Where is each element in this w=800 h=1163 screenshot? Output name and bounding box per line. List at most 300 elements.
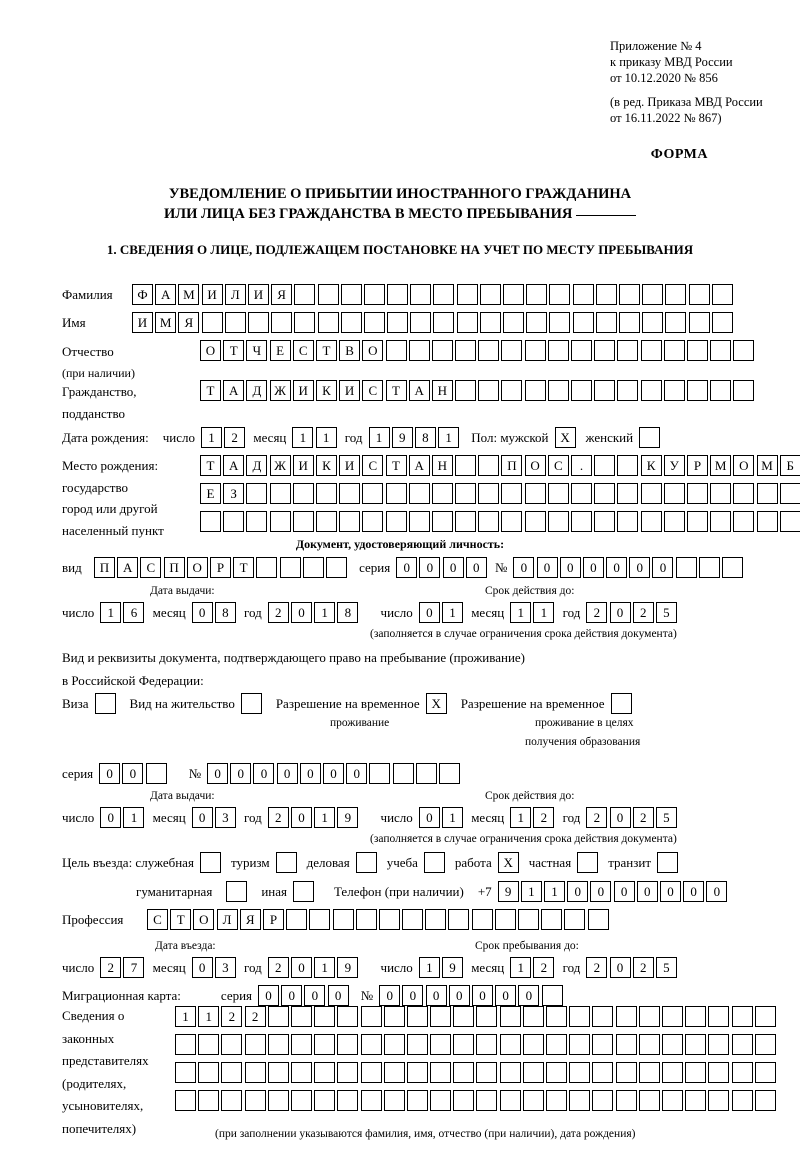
permit-valid-year-input[interactable] xyxy=(586,807,679,828)
char-cell[interactable]: 0 xyxy=(346,763,367,784)
citizenship-input[interactable] xyxy=(200,380,757,401)
char-cell[interactable] xyxy=(407,1062,428,1083)
identity-issue-day-input[interactable] xyxy=(100,602,146,623)
char-cell[interactable] xyxy=(523,1034,544,1055)
char-cell[interactable] xyxy=(549,284,570,305)
char-cell[interactable] xyxy=(480,312,501,333)
char-cell[interactable]: 2 xyxy=(100,957,121,978)
char-cell[interactable] xyxy=(410,284,431,305)
char-cell[interactable]: 0 xyxy=(192,602,213,623)
char-cell[interactable]: И xyxy=(339,380,360,401)
identity-issue-year-input[interactable] xyxy=(268,602,361,623)
patronymic-input[interactable] xyxy=(200,340,757,361)
char-cell[interactable] xyxy=(407,1006,428,1027)
char-cell[interactable]: З xyxy=(223,483,244,504)
char-cell[interactable]: 1 xyxy=(442,807,463,828)
char-cell[interactable]: Т xyxy=(200,455,221,476)
char-cell[interactable] xyxy=(472,909,493,930)
identity-number-input[interactable] xyxy=(513,557,745,578)
residence-permit-checkbox[interactable] xyxy=(241,693,262,714)
char-cell[interactable] xyxy=(337,1090,358,1111)
char-cell[interactable] xyxy=(337,1034,358,1055)
char-cell[interactable]: Д xyxy=(246,380,267,401)
char-cell[interactable]: 1 xyxy=(510,602,531,623)
char-cell[interactable] xyxy=(314,1090,335,1111)
char-cell[interactable] xyxy=(664,380,685,401)
char-cell[interactable]: Ф xyxy=(132,284,153,305)
char-cell[interactable] xyxy=(316,483,337,504)
char-cell[interactable] xyxy=(594,483,615,504)
char-cell[interactable] xyxy=(268,1062,289,1083)
char-cell[interactable]: Т xyxy=(223,340,244,361)
char-cell[interactable] xyxy=(689,312,710,333)
char-cell[interactable]: 2 xyxy=(586,957,607,978)
char-cell[interactable] xyxy=(755,1062,776,1083)
char-cell[interactable] xyxy=(453,1090,474,1111)
char-cell[interactable]: А xyxy=(155,284,176,305)
char-cell[interactable]: Я xyxy=(271,284,292,305)
char-cell[interactable]: О xyxy=(187,557,208,578)
char-cell[interactable] xyxy=(619,284,640,305)
char-cell[interactable] xyxy=(616,1090,637,1111)
char-cell[interactable] xyxy=(525,380,546,401)
char-cell[interactable]: С xyxy=(548,455,569,476)
char-cell[interactable] xyxy=(710,511,731,532)
char-cell[interactable] xyxy=(594,511,615,532)
char-cell[interactable] xyxy=(362,511,383,532)
char-cell[interactable]: 8 xyxy=(215,602,236,623)
char-cell[interactable] xyxy=(617,511,638,532)
entry-year-input[interactable] xyxy=(268,957,361,978)
char-cell[interactable] xyxy=(642,284,663,305)
identity-series-input[interactable] xyxy=(396,557,489,578)
char-cell[interactable] xyxy=(286,909,307,930)
birth-day-input[interactable] xyxy=(201,427,247,448)
char-cell[interactable] xyxy=(685,1034,706,1055)
char-cell[interactable] xyxy=(733,340,754,361)
char-cell[interactable]: 0 xyxy=(291,807,312,828)
purpose-transit-checkbox[interactable] xyxy=(657,852,678,873)
char-cell[interactable]: 0 xyxy=(281,985,302,1006)
char-cell[interactable]: 3 xyxy=(215,807,236,828)
char-cell[interactable] xyxy=(619,312,640,333)
char-cell[interactable] xyxy=(453,1034,474,1055)
char-cell[interactable]: Л xyxy=(217,909,238,930)
char-cell[interactable]: 1 xyxy=(369,427,390,448)
profession-input[interactable] xyxy=(147,909,611,930)
char-cell[interactable]: 0 xyxy=(100,807,121,828)
char-cell[interactable]: . xyxy=(571,455,592,476)
char-cell[interactable] xyxy=(642,312,663,333)
char-cell[interactable]: 0 xyxy=(258,985,279,1006)
char-cell[interactable] xyxy=(732,1034,753,1055)
char-cell[interactable]: 0 xyxy=(379,985,400,1006)
char-cell[interactable] xyxy=(318,312,339,333)
char-cell[interactable] xyxy=(416,763,437,784)
char-cell[interactable] xyxy=(592,1034,613,1055)
char-cell[interactable] xyxy=(407,1090,428,1111)
char-cell[interactable] xyxy=(733,511,754,532)
char-cell[interactable] xyxy=(592,1090,613,1111)
char-cell[interactable] xyxy=(665,284,686,305)
char-cell[interactable] xyxy=(569,1034,590,1055)
char-cell[interactable] xyxy=(594,380,615,401)
char-cell[interactable]: С xyxy=(293,340,314,361)
char-cell[interactable] xyxy=(639,1034,660,1055)
char-cell[interactable] xyxy=(664,511,685,532)
char-cell[interactable] xyxy=(518,909,539,930)
char-cell[interactable] xyxy=(733,483,754,504)
char-cell[interactable] xyxy=(361,1034,382,1055)
char-cell[interactable] xyxy=(542,985,563,1006)
identity-valid-day-input[interactable] xyxy=(419,602,465,623)
char-cell[interactable]: 0 xyxy=(328,985,349,1006)
char-cell[interactable]: 0 xyxy=(207,763,228,784)
char-cell[interactable] xyxy=(425,909,446,930)
char-cell[interactable] xyxy=(455,455,476,476)
char-cell[interactable] xyxy=(571,340,592,361)
char-cell[interactable] xyxy=(433,312,454,333)
char-cell[interactable] xyxy=(478,511,499,532)
char-cell[interactable]: 0 xyxy=(122,763,143,784)
char-cell[interactable] xyxy=(501,483,522,504)
permit-series-input[interactable] xyxy=(99,763,169,784)
char-cell[interactable]: Б xyxy=(780,455,800,476)
char-cell[interactable]: И xyxy=(293,380,314,401)
char-cell[interactable]: 2 xyxy=(221,1006,242,1027)
char-cell[interactable] xyxy=(733,380,754,401)
char-cell[interactable] xyxy=(687,380,708,401)
char-cell[interactable]: 0 xyxy=(518,985,539,1006)
char-cell[interactable] xyxy=(314,1062,335,1083)
char-cell[interactable]: О xyxy=(362,340,383,361)
char-cell[interactable] xyxy=(280,557,301,578)
char-cell[interactable]: 2 xyxy=(245,1006,266,1027)
char-cell[interactable] xyxy=(722,557,743,578)
char-cell[interactable] xyxy=(525,340,546,361)
char-cell[interactable]: 0 xyxy=(614,881,635,902)
char-cell[interactable]: 5 xyxy=(656,602,677,623)
migration-number-input[interactable] xyxy=(379,985,565,1006)
char-cell[interactable] xyxy=(594,340,615,361)
char-cell[interactable] xyxy=(384,1062,405,1083)
char-cell[interactable]: Е xyxy=(200,483,221,504)
char-cell[interactable] xyxy=(617,455,638,476)
purpose-private-checkbox[interactable] xyxy=(577,852,598,873)
char-cell[interactable]: 0 xyxy=(230,763,251,784)
char-cell[interactable] xyxy=(291,1062,312,1083)
char-cell[interactable]: 1 xyxy=(316,427,337,448)
permit-issue-day-input[interactable] xyxy=(100,807,146,828)
permit-issue-month-input[interactable] xyxy=(192,807,238,828)
char-cell[interactable] xyxy=(364,284,385,305)
char-cell[interactable]: 1 xyxy=(314,807,335,828)
identity-valid-year-input[interactable] xyxy=(586,602,679,623)
identity-kind-input[interactable] xyxy=(94,557,349,578)
char-cell[interactable] xyxy=(476,1034,497,1055)
char-cell[interactable] xyxy=(665,312,686,333)
char-cell[interactable]: Р xyxy=(263,909,284,930)
char-cell[interactable] xyxy=(316,511,337,532)
char-cell[interactable] xyxy=(541,909,562,930)
char-cell[interactable] xyxy=(616,1034,637,1055)
visa-checkbox[interactable] xyxy=(95,693,116,714)
char-cell[interactable] xyxy=(432,511,453,532)
char-cell[interactable] xyxy=(641,511,662,532)
char-cell[interactable] xyxy=(455,340,476,361)
char-cell[interactable]: У xyxy=(664,455,685,476)
char-cell[interactable] xyxy=(594,455,615,476)
stay-day-input[interactable] xyxy=(419,957,465,978)
char-cell[interactable] xyxy=(293,483,314,504)
char-cell[interactable] xyxy=(409,340,430,361)
char-cell[interactable] xyxy=(245,1062,266,1083)
char-cell[interactable] xyxy=(664,340,685,361)
char-cell[interactable] xyxy=(455,511,476,532)
char-cell[interactable]: П xyxy=(164,557,185,578)
char-cell[interactable] xyxy=(432,340,453,361)
char-cell[interactable]: 0 xyxy=(277,763,298,784)
char-cell[interactable] xyxy=(221,1090,242,1111)
char-cell[interactable] xyxy=(549,312,570,333)
char-cell[interactable] xyxy=(523,1006,544,1027)
purpose-service-checkbox[interactable] xyxy=(200,852,221,873)
char-cell[interactable]: 0 xyxy=(537,557,558,578)
char-cell[interactable]: П xyxy=(501,455,522,476)
char-cell[interactable]: М xyxy=(178,284,199,305)
birthplace-input-1[interactable] xyxy=(200,455,800,476)
char-cell[interactable]: 5 xyxy=(656,807,677,828)
char-cell[interactable] xyxy=(641,483,662,504)
entry-month-input[interactable] xyxy=(192,957,238,978)
char-cell[interactable] xyxy=(433,284,454,305)
char-cell[interactable]: 2 xyxy=(268,957,289,978)
char-cell[interactable] xyxy=(430,1090,451,1111)
char-cell[interactable] xyxy=(362,483,383,504)
char-cell[interactable] xyxy=(596,284,617,305)
char-cell[interactable] xyxy=(361,1090,382,1111)
char-cell[interactable] xyxy=(432,483,453,504)
char-cell[interactable] xyxy=(407,1034,428,1055)
char-cell[interactable]: 0 xyxy=(300,763,321,784)
char-cell[interactable]: 8 xyxy=(337,602,358,623)
char-cell[interactable] xyxy=(687,511,708,532)
char-cell[interactable] xyxy=(548,483,569,504)
char-cell[interactable]: 2 xyxy=(586,602,607,623)
char-cell[interactable] xyxy=(337,1062,358,1083)
char-cell[interactable] xyxy=(175,1090,196,1111)
char-cell[interactable] xyxy=(361,1062,382,1083)
char-cell[interactable]: 0 xyxy=(449,985,470,1006)
char-cell[interactable]: 1 xyxy=(201,427,222,448)
char-cell[interactable] xyxy=(780,511,800,532)
char-cell[interactable]: 6 xyxy=(123,602,144,623)
char-cell[interactable]: 2 xyxy=(633,602,654,623)
char-cell[interactable] xyxy=(503,284,524,305)
char-cell[interactable] xyxy=(500,1034,521,1055)
char-cell[interactable] xyxy=(689,284,710,305)
char-cell[interactable]: К xyxy=(641,455,662,476)
char-cell[interactable] xyxy=(384,1034,405,1055)
purpose-study-checkbox[interactable] xyxy=(424,852,445,873)
char-cell[interactable] xyxy=(455,380,476,401)
char-cell[interactable] xyxy=(476,1090,497,1111)
char-cell[interactable]: 9 xyxy=(392,427,413,448)
char-cell[interactable]: О xyxy=(193,909,214,930)
char-cell[interactable] xyxy=(409,483,430,504)
char-cell[interactable]: К xyxy=(316,380,337,401)
purpose-work-checkbox[interactable]: X xyxy=(498,852,519,873)
char-cell[interactable]: 0 xyxy=(466,557,487,578)
char-cell[interactable] xyxy=(571,511,592,532)
char-cell[interactable] xyxy=(339,483,360,504)
char-cell[interactable] xyxy=(146,763,167,784)
char-cell[interactable] xyxy=(523,1062,544,1083)
char-cell[interactable]: 0 xyxy=(610,602,631,623)
char-cell[interactable] xyxy=(268,1090,289,1111)
char-cell[interactable]: К xyxy=(316,455,337,476)
char-cell[interactable]: Е xyxy=(270,340,291,361)
char-cell[interactable] xyxy=(546,1062,567,1083)
entry-day-input[interactable] xyxy=(100,957,146,978)
char-cell[interactable] xyxy=(708,1090,729,1111)
representatives-input-1[interactable] xyxy=(175,1006,778,1027)
char-cell[interactable] xyxy=(314,1034,335,1055)
stay-year-input[interactable] xyxy=(586,957,679,978)
char-cell[interactable]: Т xyxy=(386,455,407,476)
char-cell[interactable] xyxy=(525,511,546,532)
char-cell[interactable]: 2 xyxy=(533,957,554,978)
char-cell[interactable]: 3 xyxy=(215,957,236,978)
char-cell[interactable] xyxy=(546,1034,567,1055)
char-cell[interactable]: 2 xyxy=(633,807,654,828)
char-cell[interactable] xyxy=(430,1006,451,1027)
char-cell[interactable]: А xyxy=(409,380,430,401)
char-cell[interactable] xyxy=(662,1062,683,1083)
char-cell[interactable]: 0 xyxy=(583,557,604,578)
char-cell[interactable] xyxy=(526,284,547,305)
char-cell[interactable]: 1 xyxy=(175,1006,196,1027)
char-cell[interactable] xyxy=(455,483,476,504)
char-cell[interactable] xyxy=(409,511,430,532)
char-cell[interactable]: 0 xyxy=(495,985,516,1006)
permit-number-input[interactable] xyxy=(207,763,462,784)
char-cell[interactable]: 0 xyxy=(419,602,440,623)
char-cell[interactable]: А xyxy=(117,557,138,578)
char-cell[interactable] xyxy=(757,483,778,504)
char-cell[interactable] xyxy=(453,1062,474,1083)
char-cell[interactable] xyxy=(662,1034,683,1055)
char-cell[interactable] xyxy=(453,1006,474,1027)
char-cell[interactable] xyxy=(439,763,460,784)
char-cell[interactable] xyxy=(448,909,469,930)
char-cell[interactable] xyxy=(303,557,324,578)
char-cell[interactable]: Н xyxy=(432,380,453,401)
char-cell[interactable] xyxy=(571,483,592,504)
char-cell[interactable]: 0 xyxy=(567,881,588,902)
char-cell[interactable]: 0 xyxy=(291,957,312,978)
representatives-input-2[interactable] xyxy=(175,1034,778,1055)
char-cell[interactable]: 0 xyxy=(304,985,325,1006)
char-cell[interactable]: 8 xyxy=(415,427,436,448)
char-cell[interactable] xyxy=(662,1090,683,1111)
identity-valid-month-input[interactable] xyxy=(510,602,556,623)
char-cell[interactable] xyxy=(476,1006,497,1027)
char-cell[interactable]: С xyxy=(362,380,383,401)
name-input[interactable] xyxy=(132,312,735,333)
char-cell[interactable] xyxy=(221,1034,242,1055)
char-cell[interactable] xyxy=(198,1062,219,1083)
char-cell[interactable] xyxy=(430,1062,451,1083)
char-cell[interactable]: И xyxy=(293,455,314,476)
char-cell[interactable]: 1 xyxy=(100,602,121,623)
char-cell[interactable]: 0 xyxy=(513,557,534,578)
char-cell[interactable] xyxy=(708,1006,729,1027)
representatives-input-4[interactable] xyxy=(175,1090,778,1111)
char-cell[interactable]: 7 xyxy=(123,957,144,978)
char-cell[interactable] xyxy=(248,312,269,333)
char-cell[interactable] xyxy=(564,909,585,930)
char-cell[interactable] xyxy=(641,380,662,401)
char-cell[interactable] xyxy=(548,340,569,361)
char-cell[interactable] xyxy=(710,380,731,401)
char-cell[interactable]: Н xyxy=(432,455,453,476)
char-cell[interactable]: 5 xyxy=(656,957,677,978)
char-cell[interactable] xyxy=(662,1006,683,1027)
char-cell[interactable]: 0 xyxy=(291,602,312,623)
char-cell[interactable] xyxy=(364,312,385,333)
birth-month-input[interactable] xyxy=(292,427,338,448)
char-cell[interactable] xyxy=(588,909,609,930)
char-cell[interactable]: Л xyxy=(225,284,246,305)
char-cell[interactable]: 0 xyxy=(253,763,274,784)
char-cell[interactable] xyxy=(245,1034,266,1055)
char-cell[interactable]: 9 xyxy=(337,957,358,978)
char-cell[interactable]: 0 xyxy=(560,557,581,578)
char-cell[interactable] xyxy=(639,1006,660,1027)
char-cell[interactable] xyxy=(476,1062,497,1083)
char-cell[interactable]: А xyxy=(409,455,430,476)
char-cell[interactable] xyxy=(712,312,733,333)
char-cell[interactable]: 9 xyxy=(442,957,463,978)
char-cell[interactable] xyxy=(664,483,685,504)
char-cell[interactable] xyxy=(501,340,522,361)
char-cell[interactable] xyxy=(780,483,800,504)
char-cell[interactable] xyxy=(617,340,638,361)
char-cell[interactable]: В xyxy=(339,340,360,361)
char-cell[interactable]: 0 xyxy=(419,807,440,828)
char-cell[interactable] xyxy=(369,763,390,784)
char-cell[interactable]: Т xyxy=(386,380,407,401)
char-cell[interactable]: Т xyxy=(316,340,337,361)
char-cell[interactable] xyxy=(617,483,638,504)
char-cell[interactable]: М xyxy=(710,455,731,476)
char-cell[interactable] xyxy=(639,1090,660,1111)
char-cell[interactable]: Ж xyxy=(270,455,291,476)
stay-month-input[interactable] xyxy=(510,957,556,978)
char-cell[interactable] xyxy=(569,1006,590,1027)
char-cell[interactable]: 0 xyxy=(629,557,650,578)
char-cell[interactable] xyxy=(548,380,569,401)
char-cell[interactable]: Ж xyxy=(270,380,291,401)
char-cell[interactable] xyxy=(676,557,697,578)
char-cell[interactable] xyxy=(592,1062,613,1083)
edu-residence-checkbox[interactable] xyxy=(611,693,632,714)
char-cell[interactable]: А xyxy=(223,455,244,476)
char-cell[interactable] xyxy=(270,511,291,532)
char-cell[interactable] xyxy=(402,909,423,930)
char-cell[interactable]: 0 xyxy=(396,557,417,578)
